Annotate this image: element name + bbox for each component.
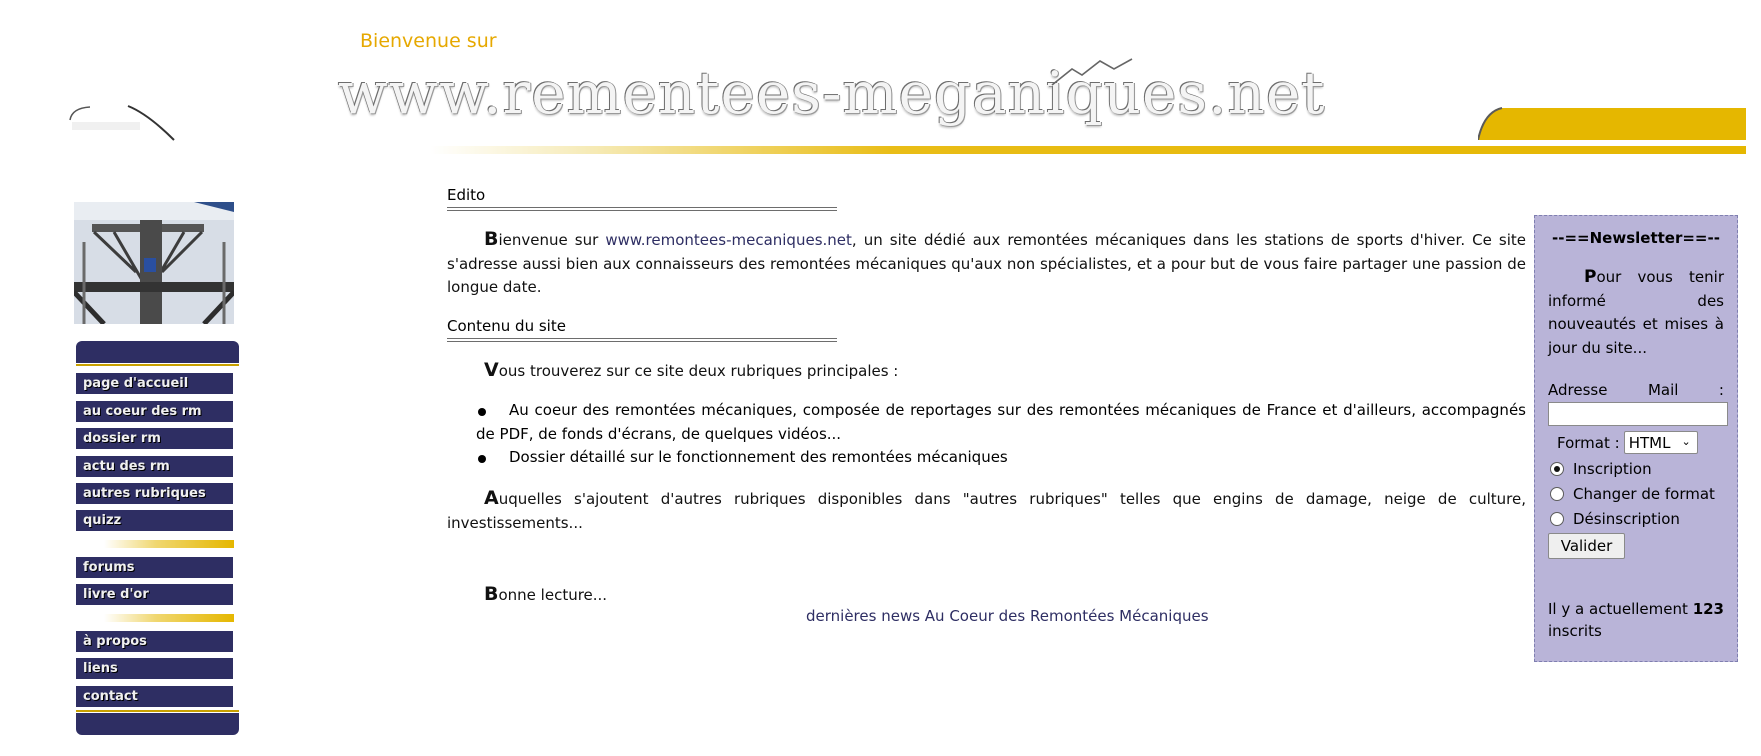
format-select-value: HTML (1628, 433, 1671, 452)
nav-item-liens[interactable]: liens (76, 658, 233, 679)
radio-changer-format[interactable] (1550, 481, 1724, 506)
radio-label: Inscription (1573, 459, 1652, 478)
radio-button[interactable] (1550, 487, 1564, 501)
bullet-icon (478, 408, 486, 416)
nav-item-actu-des-rm[interactable]: actu des rm (76, 456, 233, 477)
radio-desinscription[interactable] (1550, 506, 1724, 531)
header-accent-tab (1478, 106, 1746, 140)
radio-button[interactable] (1550, 512, 1564, 526)
format-row (1557, 431, 1724, 454)
nav-item-a-propos[interactable]: à propos (76, 631, 233, 652)
email-field[interactable] (1548, 402, 1728, 426)
contenu-intro (447, 359, 1526, 384)
closing-text: onne lecture... (498, 586, 608, 604)
mountain-icon (1050, 57, 1134, 87)
bullet-icon (478, 455, 486, 463)
header-divider (430, 146, 1746, 154)
edito-text-start: ienvenue sur (498, 231, 606, 249)
subscriber-count (1548, 598, 1724, 642)
format-select[interactable] (1624, 431, 1698, 454)
newsletter-intro-text: our vous tenir informé des nouveautés et mises à jour du site... (1548, 268, 1724, 357)
nav-cap-top (76, 341, 239, 363)
chevron-down-icon: ⌄ (1681, 435, 1691, 448)
newsletter-intro (1548, 266, 1724, 360)
nav-separator (104, 614, 234, 622)
drop-cap: V (484, 359, 499, 381)
welcome-text: Bienvenue sur (360, 30, 497, 52)
email-label-left: Adresse (1548, 381, 1608, 399)
latest-news-link[interactable]: dernières news Au Coeur des Remontées Mécaniques (806, 607, 1209, 625)
radio-label: Changer de format (1573, 484, 1715, 503)
extra-text: uquelles s'ajoutent d'autres rubriques disponibles dans "autres rubriques" telles que engins de damage, neige de culture, investissements... (447, 490, 1526, 532)
nav-item-contact[interactable]: contact (76, 686, 233, 707)
rubriques-list (476, 399, 1526, 470)
drop-cap: A (484, 487, 499, 509)
contenu-intro-text: ous trouverez sur ce site deux rubriques principales : (498, 362, 899, 380)
radio-inscription[interactable] (1550, 456, 1724, 481)
email-label-mid: Mail (1647, 381, 1679, 399)
site-url-link[interactable]: www.remontees-mecaniques.net (605, 231, 852, 249)
nav-separator (104, 540, 234, 548)
email-label (1548, 380, 1724, 400)
nav-item-forums[interactable]: forums (76, 557, 233, 578)
format-label: Format : (1557, 433, 1620, 452)
extra-paragraph (447, 487, 1526, 535)
nav-item-au-coeur-des-rm[interactable]: au coeur des rm (76, 401, 233, 422)
submit-button[interactable]: Valider (1548, 533, 1625, 559)
list-item (476, 446, 1526, 470)
list-item-text: Dossier détaillé sur le fonctionnement des remontées mécaniques (509, 448, 1008, 466)
nav-item-dossier-rm[interactable]: dossier rm (76, 428, 233, 449)
list-item-text: Au coeur des remontées mécaniques, composée de reportages sur des remontées mécaniques de France et d'ailleurs, accompagnés de PDF, de fonds d'écrans, de quelques vidéos... (476, 401, 1526, 443)
count-value: 123 (1692, 600, 1724, 618)
newsletter-panel (1534, 215, 1738, 662)
radio-label: Désinscription (1573, 509, 1680, 528)
nav-item-livre-d-or[interactable]: livre d'or (76, 584, 233, 605)
nav-item-quizz[interactable]: quizz (76, 510, 233, 531)
nav-item-autres-rubriques[interactable]: autres rubriques (76, 483, 233, 504)
nav-item-page-accueil[interactable]: page d'accueil (76, 373, 233, 394)
drop-cap: B (484, 228, 499, 250)
drop-cap: B (484, 583, 499, 605)
contenu-heading: Contenu du site (447, 317, 837, 342)
drop-cap: P (1584, 267, 1597, 287)
count-prefix: Il y a actuellement (1548, 600, 1693, 618)
email-label-right: : (1718, 381, 1724, 399)
radio-button[interactable] (1550, 462, 1564, 476)
corner-swoosh-graphic (68, 104, 180, 142)
chairlift-photo (74, 202, 234, 324)
newsletter-title: --==Newsletter==-- (1552, 229, 1720, 247)
nav-cap-bottom (76, 713, 239, 735)
edito-heading: Edito (447, 186, 837, 211)
edito-text-end: , un site dédié aux remontées mécaniques dans les stations de sports d'hiver. Ce site s'adresse aussi bien aux connaisseurs des remontées mécaniques qu'aux non spécialistes, et a pour but de vous faire partager une passion de longue date. (447, 231, 1527, 296)
list-item (476, 399, 1526, 446)
edito-paragraph (447, 228, 1526, 300)
count-suffix: inscrits (1548, 622, 1602, 640)
site-logo[interactable]: www.rementees-meganiques.net (338, 59, 1326, 127)
closing-paragraph (447, 583, 1526, 608)
